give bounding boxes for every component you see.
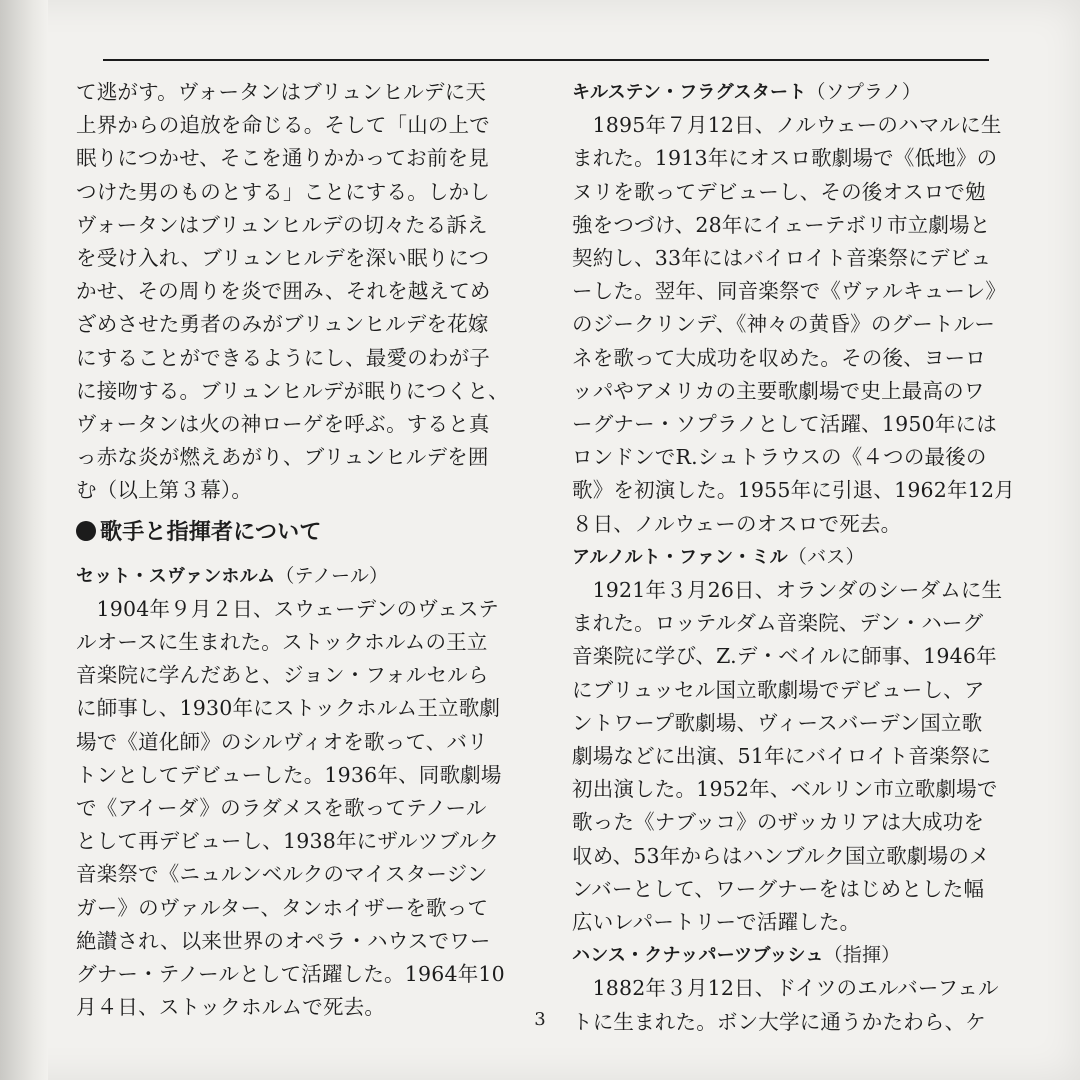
text-line: ８日、ノルウェーのオスロで死去。 (572, 511, 902, 536)
text-line: 歌った《ナブッコ》のザッカリアは大成功を (572, 810, 985, 835)
synopsis-paragraph (76, 76, 531, 508)
text-line: 音楽院に学んだあと、ジョン・フォルセルら (76, 663, 489, 688)
text-line: 1882年３月12日、ドイツのエルバーフェル (592, 976, 999, 1001)
text-line: ントワープ歌劇場、ヴィースバーデン国立歌 (572, 710, 983, 735)
text-line: む（以上第３幕）。 (76, 478, 253, 503)
section-heading (76, 516, 531, 550)
text-line: て逃がす。ヴォータンはブリュンヒルデに天 (76, 80, 487, 104)
text-line: ンバーとして、ワーグナーをはじめとした幅 (572, 876, 985, 901)
text-line: ーグナー・ソプラノとして活躍、1950年には (572, 412, 997, 437)
text-line: 音楽院に学び、Z.デ・ベイルに師事、1946年 (572, 644, 997, 669)
text-line: まれた。ロッテルダム音楽院、デン・ハーグ (572, 611, 984, 636)
bio-name: アルノルト・ファン・ミル (572, 546, 788, 568)
text-line: ネを歌って大成功を収めた。その後、ヨーロ (572, 345, 986, 370)
text-line: 収め、53年からはハンブルク国立歌劇場のメ (572, 843, 990, 868)
text-line: で《アイーダ》のラダメスを歌ってテノール (76, 796, 487, 821)
bio-name: セット・スヴァンホルム (76, 565, 276, 587)
text-line: 音楽祭で《ニュルンベルクのマイスタージン (76, 862, 488, 887)
bio-name: ハンス・クナッパーツブッシュ (572, 945, 824, 967)
text-line: かせ、その周りを炎で囲み、それを越えてめ (76, 279, 491, 304)
text-line: トンとしてデビューした。1936年、同歌劇場 (76, 762, 502, 787)
text-line: ざめさせた勇者のみがブリュンヒルデを花嫁 (76, 312, 489, 337)
bio-flagstad (572, 76, 1027, 541)
page-gutter-shadow (0, 0, 48, 1080)
text-line: 契約し、33年にはバイロイト音楽祭にデビュ (572, 246, 992, 271)
text-line: 眠りにつかせ、そこを通りかかってお前を見 (76, 146, 489, 171)
text-line: 歌》を初演した。1955年に引退、1962年12月 (572, 478, 1015, 503)
text-line: ヴォータンはブリュンヒルデの切々たる訴え (76, 212, 488, 237)
text-line: 1921年３月26日、オランダのシーダムに生 (592, 578, 1003, 603)
text-line: っ赤な炎が燃えあがり、ブリュンヒルデを囲 (76, 445, 489, 470)
text-line: ガー》のヴァルター、タンホイザーを歌って (76, 895, 489, 920)
bio-role: （指揮） (823, 944, 901, 967)
text-line: ルオースに生まれた。ストックホルムの王立 (76, 630, 488, 655)
top-rule (103, 59, 989, 61)
text-line: に師事し、1930年にストックホルム王立歌劇 (76, 696, 501, 721)
text-line: 1904年９月２日、スウェーデンのヴェステ (96, 596, 499, 621)
text-line: ヴォータンは火の神ローゲを呼ぶ。すると真 (76, 412, 490, 437)
bio-header (76, 560, 531, 593)
text-line: つけた男のものとする」ことにする。しかし (76, 179, 490, 204)
text-line: にブリュッセル国立歌劇場でデビューし、ア (572, 677, 985, 702)
left-column (76, 76, 531, 1024)
text-line: を受け入れ、ブリュンヒルデを深い眠りにつ (76, 246, 490, 271)
bio-role: （バス） (787, 545, 865, 568)
text-line: として再デビューし、1938年にザルツブルク (76, 829, 500, 854)
bio-van-mill (572, 541, 1027, 939)
section-heading-text: 歌手と指揮者について (100, 519, 322, 545)
text-line: 絶讃され、以来世界のオペラ・ハウスでワー (76, 928, 491, 953)
bio-name: キルステン・フラグスタート (572, 82, 807, 103)
text-line: グナー・テノールとして活躍した。1964年10 (76, 962, 505, 987)
bio-header (572, 541, 1027, 574)
bullet-icon (76, 521, 96, 541)
text-line: ッパやアメリカの主要歌劇場で史上最高のワ (572, 378, 985, 403)
text-line: 広いレパートリーで活躍した。 (572, 910, 861, 935)
text-line: ーした。翌年、同音楽祭で《ヴァルキューレ》 (572, 279, 1007, 304)
text-line: 強をつづけ、28年にイェーテボリ市立劇場と (572, 212, 991, 237)
text-line: 場で《道化師》のシルヴィオを歌って、バリ (76, 729, 488, 754)
bio-role: （ソプラノ） (806, 81, 922, 103)
text-line: にすることができるようにし、最愛のわが子 (76, 345, 490, 370)
text-line: 上界からの追放を命じる。そして「山の上で (76, 113, 490, 138)
text-line: 月４日、ストックホルムで死去。 (76, 995, 386, 1020)
text-line: まれた。1913年にオスロ歌劇場で《低地》の (572, 146, 998, 171)
text-line: 劇場などに出演、51年にバイロイト音楽祭に (572, 744, 992, 769)
text-line: に接吻する。ブリュンヒルデが眠りにつくと、 (76, 378, 509, 403)
text-line: のジークリンデ、《神々の黄昏》のグートルー (572, 312, 996, 337)
text-line: 初出演した。1952年、ベルリン市立歌劇場で (572, 777, 998, 802)
bio-svanholm (76, 560, 531, 1025)
text-line: ヌリを歌ってデビューし、その後オスロで勉 (572, 179, 986, 204)
bio-header (572, 76, 1027, 109)
text-line: トに生まれた。ボン大学に通うかたわら、ケ (572, 1009, 986, 1034)
page-number: 3 (534, 1009, 546, 1030)
bio-header (572, 939, 1027, 972)
text-line: 1895年７月12日、ノルウェーのハマルに生 (592, 113, 1002, 138)
text-line: ロンドンでR.シュトラウスの《４つの最後の (572, 445, 987, 470)
right-column (572, 76, 1027, 1039)
bio-role: （テノール） (275, 564, 389, 587)
